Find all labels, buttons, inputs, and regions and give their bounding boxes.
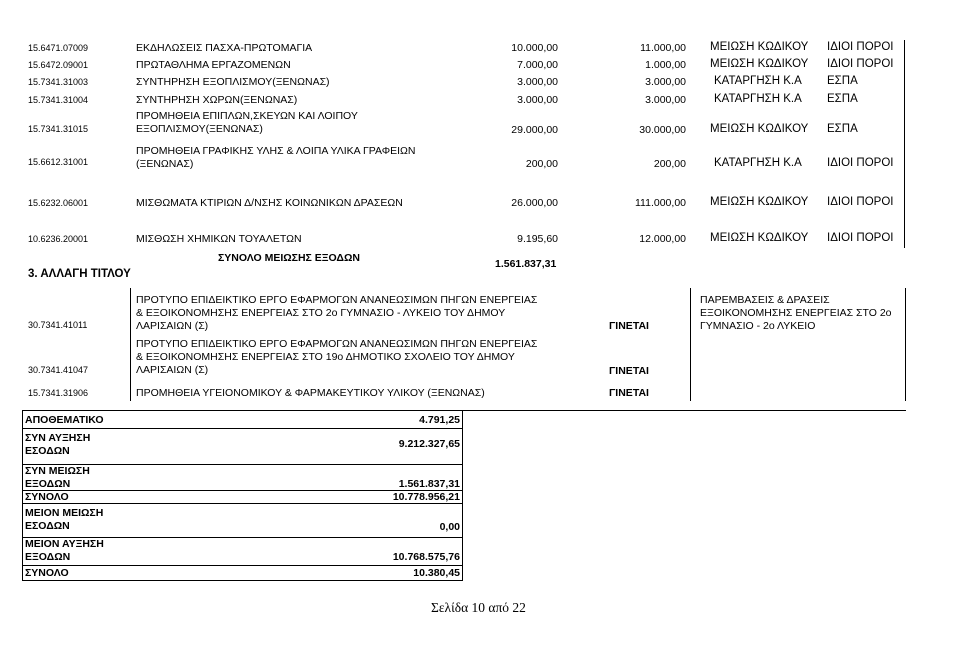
row-description-line-1: ΠΡΟΜΗΘΕΙΑ ΓΡΑΦΙΚΗΣ ΥΛΗΣ & ΛΟΙΠΑ ΥΛΙΚΑ ΓΡΑΦΕΙΩΝ [136, 145, 416, 157]
row-value-1: 3.000,00 [517, 94, 558, 106]
summary-label-line: ΣΥΝ ΜΕΙΩΣΗ [25, 465, 90, 477]
row-value-2: 200,00 [653, 158, 686, 170]
row-value-1: 9.195,60 [517, 233, 558, 245]
becomes-label: ΓΙΝΕΤΑΙ [609, 387, 649, 399]
summary-top-border [22, 410, 906, 411]
row-value-1: 26.000,00 [511, 197, 558, 209]
summary-label-line: ΜΕΙΟΝ ΑΥΞΗΣΗ [25, 538, 104, 550]
summary-right-border [462, 410, 463, 581]
item-code: 30.7341.41047 [28, 365, 89, 375]
row-description: ΣΥΝΤΗΡΗΣΗ ΧΩΡΩΝ(ΞΕΝΩΝΑΣ) [136, 94, 298, 106]
row-funding-source: ΙΔΙΟΙ ΠΟΡΟΙ [827, 196, 894, 208]
section-title: 3. ΑΛΛΑΓΗ ΤΙΤΛΟΥ [28, 268, 131, 280]
row-description: ΜΙΣΘΩΜΑΤΑ ΚΤΙΡΙΩΝ Δ/ΝΣΗΣ ΚΟΙΝΩΝΙΚΩΝ ΔΡΑΣΕΩΝ [136, 197, 403, 209]
summary-label-line: ΕΞΟΔΩΝ [25, 551, 71, 563]
summary-label-line: ΕΣΟΔΩΝ [25, 520, 70, 532]
old-title-line: & ΕΞΟΙΚΟΝΟΜΗΣΗΣ ΕΝΕΡΓΕΙΑΣ ΣΤΟ 19ο ΔΗΜΟΤΙΚΟ ΣΧΟΛΕΙΟ ΤΟΥ ΔΗΜΟΥ [136, 351, 515, 363]
total-reduction-value: 1.561.837,31 [495, 258, 557, 270]
row-value-2: 30.000,00 [639, 124, 686, 136]
row-funding-source: ΕΣΠΑ [827, 75, 858, 87]
row-value-2: 3.000,00 [645, 94, 686, 106]
summary-value: 10.778.956,21 [392, 491, 460, 503]
summary-value: 1.561.837,31 [398, 478, 460, 490]
old-title-line: ΠΡΟΜΗΘΕΙΑ ΥΓΕΙΟΝΟΜΙΚΟΥ & ΦΑΡΜΑΚΕΥΤΙΚΟΥ ΥΛΙΚΟΥ (ΞΕΝΩΝΑΣ) [136, 387, 485, 399]
row-action: ΜΕΙΩΣΗ ΚΩΔΙΚΟΥ [710, 232, 809, 244]
row-action: ΜΕΙΩΣΗ ΚΩΔΙΚΟΥ [710, 196, 809, 208]
row-description: ΣΥΝΤΗΡΗΣΗ ΕΞΟΠΛΙΣΜΟΥ(ΞΕΝΩΝΑΣ) [136, 76, 330, 88]
summary-label-line: ΕΞΟΔΩΝ [25, 478, 71, 490]
row-funding-source: ΕΣΠΑ [827, 123, 858, 135]
row-funding-source: ΙΔΙΟΙ ΠΟΡΟΙ [827, 157, 894, 169]
summary-row-divider [22, 428, 463, 429]
row-value-2: 111.000,00 [635, 197, 686, 209]
row-code: 10.6236.20001 [28, 234, 89, 244]
old-title-line: ΠΡΟΤΥΠΟ ΕΠΙΔΕΙΚΤΙΚΟ ΕΡΓΟ ΕΦΑΡΜΟΓΩΝ ΑΝΑΝΕΩΣΙΜΩΝ ΠΗΓΩΝ ΕΝΕΡΓΕΙΑΣ [136, 338, 538, 350]
total-reduction-label: ΣΥΝΟΛΟ ΜΕΙΩΣΗΣ ΕΞΟΔΩΝ [218, 252, 360, 264]
row-code: 15.6471.07009 [28, 43, 89, 53]
row-description: ΕΚΔΗΛΩΣΕΙΣ ΠΑΣΧΑ-ΠΡΩΤΟΜΑΓΙΑ [136, 42, 313, 54]
becomes-label: ΓΙΝΕΤΑΙ [609, 320, 649, 332]
summary-left-border [22, 410, 23, 581]
row-description-line-2: (ΞΕΝΩΝΑΣ) [136, 158, 194, 170]
summary-row-divider [22, 565, 463, 566]
old-title-line: & ΕΞΟΙΚΟΝΟΜΗΣΗΣ ΕΝΕΡΓΕΙΑΣ ΣΤΟ 2ο ΓΥΜΝΑΣΙΟ - ΛΥΚΕΙΟ ΤΟΥ ΔΗΜΟΥ [136, 307, 506, 319]
row-description-line-1: ΠΡΟΜΗΘΕΙΑ ΕΠΙΠΛΩΝ,ΣΚΕΥΩΝ ΚΑΙ ΛΟΙΠΟΥ [136, 110, 358, 122]
row-description: ΠΡΩΤΑΘΛΗΜΑ ΕΡΓΑΖΟΜΕΝΩΝ [136, 59, 291, 71]
row-code: 15.7341.31004 [28, 95, 89, 105]
row-value-1: 10.000,00 [511, 42, 558, 54]
row-action: ΜΕΙΩΣΗ ΚΩΔΙΚΟΥ [710, 41, 809, 53]
old-title-line: ΠΡΟΤΥΠΟ ΕΠΙΔΕΙΚΤΙΚΟ ΕΡΓΟ ΕΦΑΡΜΟΓΩΝ ΑΝΑΝΕΩΣΙΜΩΝ ΠΗΓΩΝ ΕΝΕΡΓΕΙΑΣ [136, 294, 538, 306]
row-action: ΜΕΙΩΣΗ ΚΩΔΙΚΟΥ [710, 58, 809, 70]
column-divider [690, 288, 691, 401]
row-value-2: 1.000,00 [645, 59, 686, 71]
summary-label: ΑΠΟΘΕΜΑΤΙΚΟ [25, 414, 104, 426]
summary-value: 9.212.327,65 [398, 438, 460, 450]
column-divider [905, 288, 906, 401]
row-action: ΚΑΤΑΡΓΗΣΗ Κ.Α [714, 75, 802, 87]
row-action: ΜΕΙΩΣΗ ΚΩΔΙΚΟΥ [710, 123, 809, 135]
row-value-2: 12.000,00 [639, 233, 686, 245]
summary-label [25, 538, 104, 564]
summary-value: 4.791,25 [419, 414, 460, 426]
summary-value: 10.380,45 [413, 567, 460, 579]
row-code: 15.6472.09001 [28, 60, 89, 70]
row-code: 15.6612.31001 [28, 157, 89, 167]
row-value-1: 200,00 [525, 158, 558, 170]
summary-bottom-border [22, 580, 463, 581]
summary-row-divider [22, 503, 463, 504]
new-title-line: ΠΑΡΕΜΒΑΣΕΙΣ & ΔΡΑΣΕΙΣ [700, 294, 830, 306]
row-value-1: 29.000,00 [511, 124, 558, 136]
row-value-2: 3.000,00 [645, 76, 686, 88]
old-title-line: ΛΑΡΙΣΑΙΩΝ (Σ) [136, 364, 209, 376]
summary-label [25, 432, 90, 458]
row-action: ΚΑΤΑΡΓΗΣΗ Κ.Α [714, 93, 802, 105]
row-code: 15.7341.31015 [28, 124, 89, 134]
summary-label-line: ΣΥΝ ΑΥΞΗΣΗ [25, 432, 91, 444]
row-funding-source: ΙΔΙΟΙ ΠΟΡΟΙ [827, 232, 894, 244]
old-title-line: ΛΑΡΙΣΑΙΩΝ (Σ) [136, 320, 209, 332]
old-title [136, 338, 537, 377]
row-description: ΜΙΣΘΩΣΗ ΧΗΜΙΚΩΝ ΤΟΥΑΛΕΤΩΝ [136, 233, 302, 245]
new-title-line: ΓΥΜΝΑΣΙΟ - 2ο ΛΥΚΕΙΟ [700, 320, 816, 332]
row-description-line-2: ΕΞΟΠΛΙΣΜΟΥ(ΞΕΝΩΝΑΣ) [136, 123, 263, 135]
summary-label: ΣΥΝΟΛΟ [25, 567, 69, 579]
row-funding-source: ΕΣΠΑ [827, 93, 858, 105]
row-value-1: 3.000,00 [517, 76, 558, 88]
new-title-line: ΕΞΟΙΚΟΝΟΜΗΣΗΣ ΕΝΕΡΓΕΙΑΣ ΣΤΟ 2ο [700, 307, 892, 319]
summary-label [25, 465, 90, 491]
row-value-2: 11.000,00 [640, 42, 686, 54]
summary-label-line: ΕΣΟΔΩΝ [25, 445, 70, 457]
summary-label [25, 507, 103, 533]
summary-label: ΣΥΝΟΛΟ [25, 491, 69, 503]
page-number: Σελίδα 10 από 22 [431, 600, 526, 615]
row-funding-source: ΙΔΙΟΙ ΠΟΡΟΙ [827, 58, 894, 70]
row-value-1: 7.000,00 [517, 59, 558, 71]
summary-label-line: ΜΕΙΟΝ ΜΕΙΩΣΗ [25, 507, 104, 519]
item-code: 30.7341.41011 [28, 320, 88, 330]
new-title [700, 294, 892, 333]
becomes-label: ΓΙΝΕΤΑΙ [609, 365, 649, 377]
summary-value: 0,00 [439, 521, 460, 533]
row-code: 15.7341.31003 [28, 77, 89, 87]
row-funding-source: ΙΔΙΟΙ ΠΟΡΟΙ [827, 41, 894, 53]
row-code: 15.6232.06001 [28, 198, 89, 208]
row-action: ΚΑΤΑΡΓΗΣΗ Κ.Α [714, 157, 802, 169]
summary-value: 10.768.575,76 [392, 551, 460, 563]
table-right-border [904, 40, 905, 248]
item-code: 15.7341.31906 [28, 388, 89, 398]
column-divider [130, 288, 131, 401]
old-title [136, 294, 537, 333]
